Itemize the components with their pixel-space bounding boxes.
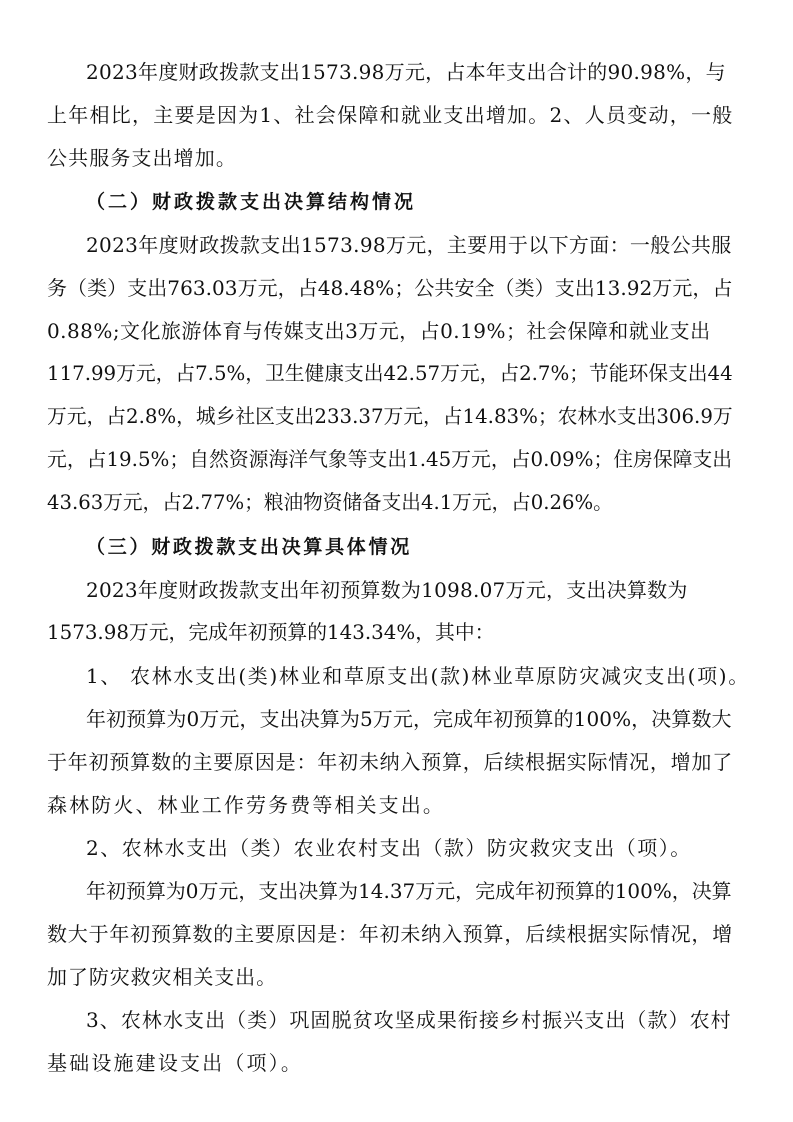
paragraph-line: 0.88%;文化旅游体育与传媒支出3万元，占0.19%；社会保障和就业支出	[47, 319, 711, 343]
paragraph-line: 年初预算为0万元，支出决算为14.37万元，完成年初预算的100%，决算	[86, 879, 732, 903]
paragraph-line: 于年初预算数的主要原因是：年初未纳入预算，后续根据实际情况，增加了	[47, 750, 733, 774]
paragraph-line: 1573.98万元，完成年初预算的143.34%，其中：	[47, 621, 495, 644]
paragraph-line: 上年相比，主要是因为1、社会保障和就业支出增加。2、人员变动，一般	[47, 103, 734, 127]
paragraph-line: 万元，占2.8%，城乡社区支出233.37万元，占14.83%；农林水支出306.9万	[47, 405, 733, 428]
paragraph-line: 森林防火、林业工作劳务费等相关支出。	[47, 793, 445, 817]
paragraph-line: 务（类）支出763.03万元，占48.48%；公共安全（类）支出13.92万元，占	[47, 276, 733, 300]
paragraph-line: 公共服务支出增加。	[47, 146, 237, 170]
paragraph-line: 数大于年初预算数的主要原因是：年初未纳入预算，后续根据实际情况，增	[47, 922, 733, 946]
paragraph-line: 元，占19.5%；自然资源海洋气象等支出1.45万元，占0.09%；住房保障支出	[47, 448, 733, 471]
paragraph-line: 3、农林水支出（类）巩固脱贫攻坚成果衔接乡村振兴支出（款）农村	[86, 1008, 732, 1032]
paragraph-line: 1、 农林水支出(类)林业和草原支出(款)林业草原防灾减灾支出(项)。	[86, 664, 750, 688]
section-heading: （二）财政拨款支出决算结构情况	[86, 191, 417, 213]
paragraph-line: 117.99万元，占7.5%，卫生健康支出42.57万元，占2.7%；节能环保支出44	[47, 362, 733, 385]
paragraph-line: 2023年度财政拨款支出1573.98万元，占本年支出合计的90.98%，与	[86, 60, 726, 84]
paragraph-line: 2、农林水支出（类）农业农村支出（款）防灾救灾支出（项）。	[86, 836, 692, 860]
paragraph-line: 2023年度财政拨款支出年初预算数为1098.07万元，支出决算数为	[86, 578, 688, 602]
section-heading: （三）财政拨款支出决算具体情况	[86, 536, 413, 558]
paragraph-line: 年初预算为0万元，支出决算为5万元，完成年初预算的100%，决算数大	[86, 707, 732, 731]
paragraph-line: 43.63万元，占2.77%；粮油物资储备支出4.1万元，占0.26%。	[47, 491, 613, 514]
paragraph-line: 基础设施建设支出（项）。	[47, 1051, 303, 1075]
paragraph-line: 加了防灾救灾相关支出。	[47, 965, 277, 989]
paragraph-line: 2023年度财政拨款支出1573.98万元，主要用于以下方面：一般公共服	[86, 233, 732, 257]
